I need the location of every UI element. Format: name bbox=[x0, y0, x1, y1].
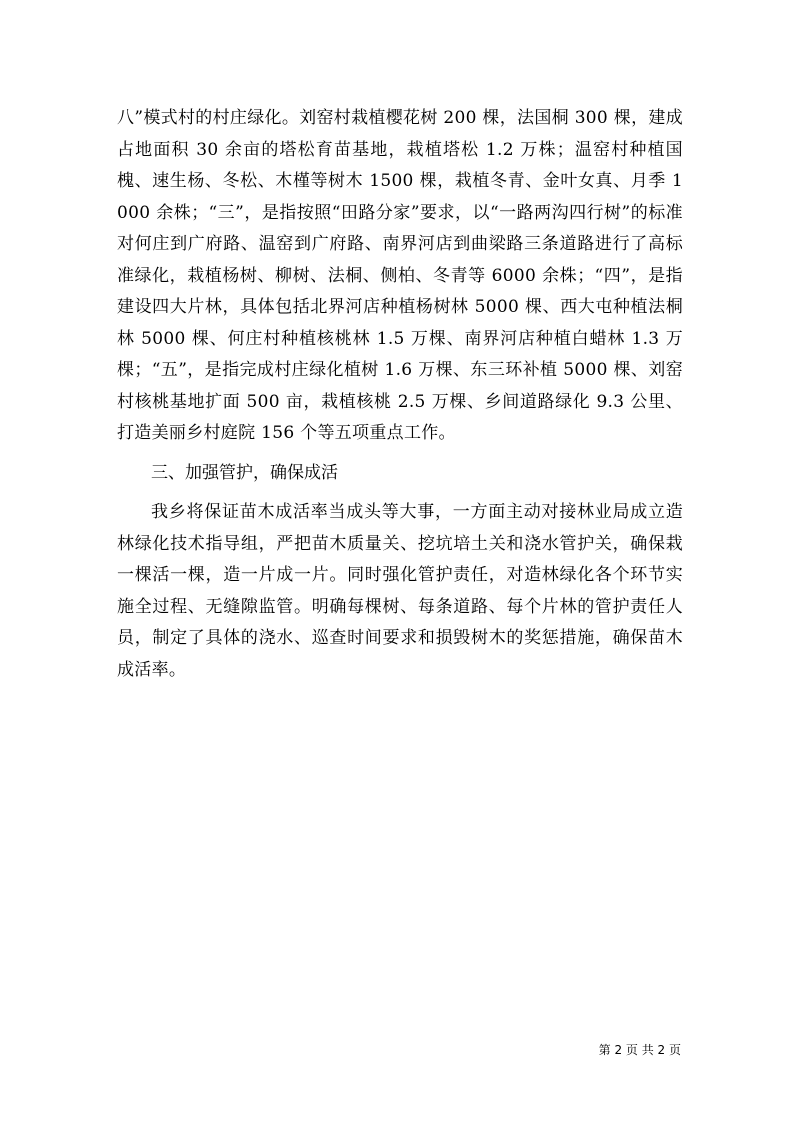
section-heading: 三、加强管护，确保成活 bbox=[151, 462, 338, 483]
body-paragraph-2: 我乡将保证苗木成活率当成头等大事，一方面主动对接林业局成立造林绿化技术指导组，严把苗木质量关、挖坑培土关和浇水管护关，确保栽一棵活一棵，造一片成一片。同时强化管护责任，对造林绿化各个环节实施全过程、无缝隙监管。明确每棵树、每条道路、每个片林的管护责任人员，制定了具体的浇水、巡查时间要求和损毁树木的奖惩措施，确保苗木成活率。 bbox=[117, 502, 683, 680]
page-number-footer: 第 2 页 共 2 页 bbox=[598, 1043, 681, 1057]
body-paragraph-1: 八”模式村的村庄绿化。刘窑村栽植樱花树 200 棵，法国桐 300 棵，建成占地面积 30 余亩的塔松育苗基地，栽植塔松 1.2 万株；温窑村种植国槐、速生杨、冬松、木槿等树木 1500 棵，栽植冬青、金叶女真、月季 1000 余株；“三”，是指按照“田路分家”要求，以“一路两沟四行树”的标准对何庄到广府路、温窑到广府路、南界河店到曲梁路三条道路进行了高标准绿化，栽植杨树、柳树、法桐、侧柏、冬青等 6000 余株；“四”，是指建设四大片林，具体包括北界河店种植杨树林 5000 棵、西大屯种植法桐林 5000 棵、何庄村种植核桃林 1.5 万棵、南界河店种植白蜡林 1.3 万棵；“五”，是指完成村庄绿化植树 1.6 万棵、东三环补植 5000 棵、刘窑村核桃基地扩面 500 亩，栽植核桃 2.5 万棵、乡间道路绿化 9.3 公里、打造美丽乡村庭院 156 个等五项重点工作。 bbox=[117, 108, 683, 443]
document-body bbox=[117, 103, 683, 686]
